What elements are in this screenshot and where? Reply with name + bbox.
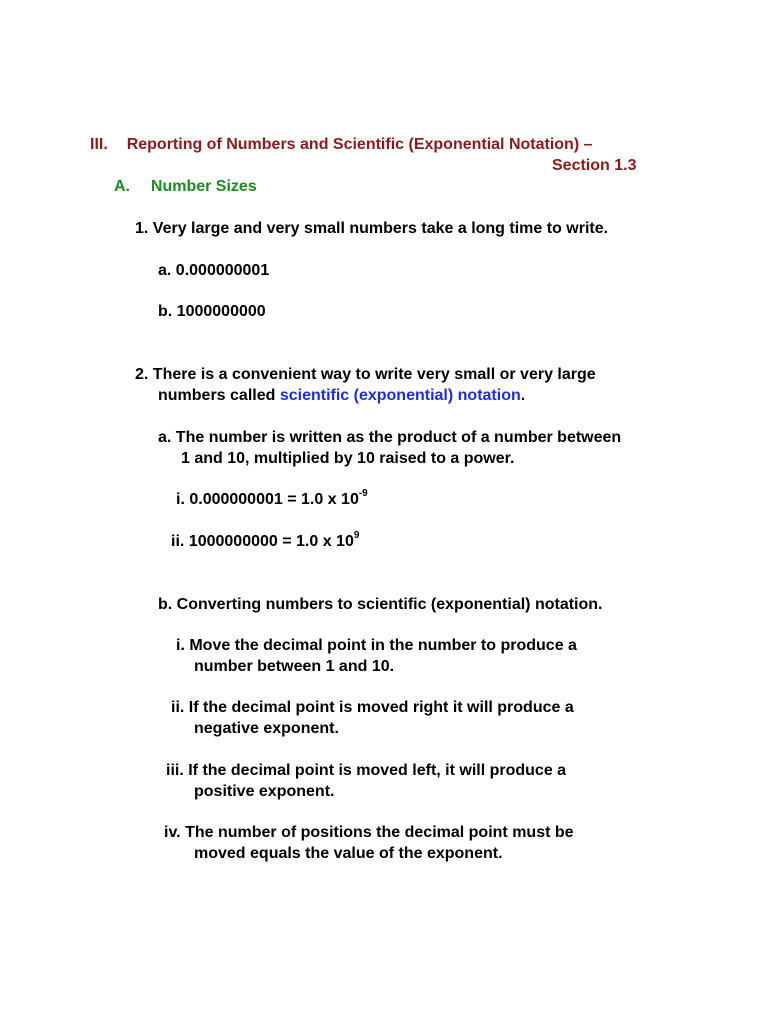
section-number: Section 1.3	[552, 157, 637, 174]
list-item-2a-ii	[171, 531, 359, 552]
list-item-2a-line2: 1 and 10, multiplied by 10 raised to a power.	[181, 450, 515, 467]
list-marker: b.	[158, 596, 173, 613]
list-item-2b-ii	[171, 697, 574, 718]
list-text: numbers called	[158, 387, 280, 404]
list-marker: i.	[176, 637, 185, 654]
list-item-2b-i-line2: number between 1 and 10.	[194, 658, 395, 675]
list-item-1	[135, 218, 608, 239]
list-item-2b-iii	[166, 760, 566, 781]
subheading-marker: A.	[114, 178, 130, 195]
list-item-2	[135, 364, 596, 385]
list-text: 1000000000	[176, 303, 266, 320]
list-marker: b.	[158, 303, 173, 320]
subheading	[114, 176, 257, 197]
list-item-1b	[158, 301, 266, 322]
list-item-2a-i	[176, 489, 368, 510]
list-text: 0.000000001	[175, 262, 270, 279]
list-marker: iii.	[166, 762, 184, 779]
exponent: 9	[353, 529, 360, 541]
list-text-line1: Move the decimal point in the number to produce a	[189, 637, 577, 654]
section-heading	[90, 134, 593, 155]
subheading-title: Number Sizes	[150, 178, 257, 195]
list-item-2b-iv-line2: moved equals the value of the exponent.	[194, 845, 503, 862]
list-item-2-line2	[158, 385, 525, 406]
list-item-2b-iv	[164, 822, 574, 843]
heading-title: Reporting of Numbers and Scientific (Exponential Notation) –	[126, 136, 593, 153]
list-text-end: .	[520, 387, 526, 404]
list-text-line1: The number of positions the decimal point must be	[185, 824, 574, 841]
list-item-2a	[158, 427, 621, 448]
list-text-line1: If the decimal point is moved right it will produce a	[188, 699, 574, 716]
list-marker: a.	[158, 429, 172, 446]
list-marker: iv.	[164, 824, 181, 841]
list-item-2b	[158, 594, 602, 615]
list-item-2b-ii-line2: negative exponent.	[194, 720, 339, 737]
list-item-2b-i	[176, 635, 577, 656]
exponent: -9	[358, 487, 368, 499]
list-marker: ii.	[171, 533, 185, 550]
list-marker: 1.	[135, 220, 149, 237]
list-text: Converting numbers to scientific (exponential) notation.	[176, 596, 603, 613]
list-item-2b-iii-line2: positive exponent.	[194, 783, 335, 800]
highlight-term: scientific (exponential) notation	[279, 387, 521, 404]
list-item-1a	[158, 260, 269, 281]
list-text-line1: There is a convenient way to write very small or very large	[152, 366, 596, 383]
list-marker: ii.	[171, 699, 185, 716]
list-text-line1: The number is written as the product of a number between	[175, 429, 622, 446]
list-text: Very large and very small numbers take a long time to write.	[152, 220, 609, 237]
equation: 0.000000001 = 1.0 x 10	[189, 491, 359, 508]
list-marker: 2.	[135, 366, 149, 383]
equation: 1000000000 = 1.0 x 10	[188, 533, 354, 550]
list-text-line1: If the decimal point is moved left, it will produce a	[188, 762, 567, 779]
list-marker: i.	[176, 491, 185, 508]
heading-numeral: III.	[90, 136, 108, 153]
list-marker: a.	[158, 262, 172, 279]
